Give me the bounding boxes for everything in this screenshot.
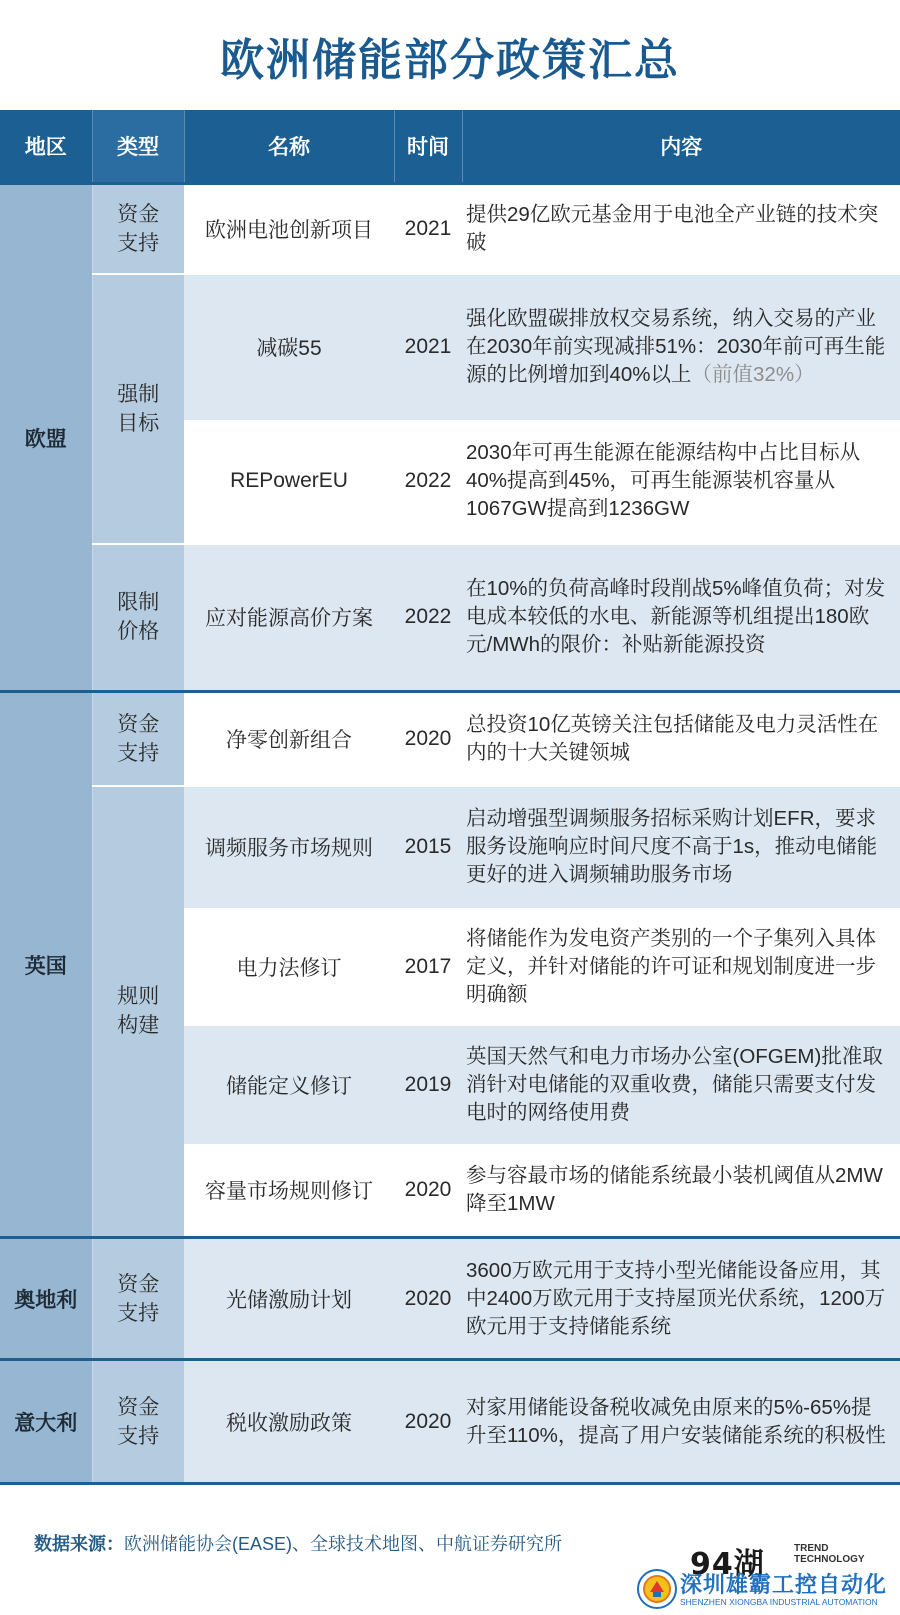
policy-name: 电力法修订: [184, 908, 394, 1026]
region-cell-austria: 奥地利: [0, 1238, 92, 1360]
page-title: 欧洲储能部分政策汇总: [220, 36, 680, 85]
content-text: 3600万欧元用于支持小型光储能设备应用，其中2400万欧元用于支持屋顶光伏系统，1200万欧元用于支持储能系统: [466, 1258, 886, 1338]
table-row: [0, 274, 900, 420]
content-text: 英国天然气和电力市场办公室(OFGEM)批准取消针对电储能的双重收费，储能只需要支付发电时的网络使用费: [466, 1044, 883, 1124]
policy-table: [0, 110, 900, 1485]
policy-content: [462, 184, 900, 274]
type-label: 资金支持: [117, 202, 160, 255]
policy-name: 减碳55: [184, 274, 394, 420]
policy-content: [462, 692, 900, 786]
policy-name: 调频服务市场规则: [184, 786, 394, 908]
type-cell: [92, 1238, 184, 1360]
type-label: 资金支持: [117, 712, 160, 765]
content-text: 启动增强型调频服务招标采购计划EFR，要求服务设施响应时间尺度不高于1s，推动电储能更好的进入调频辅助服务市场: [466, 807, 878, 886]
policy-year: 2020: [394, 1238, 462, 1360]
header-time[interactable]: 时间: [394, 110, 462, 184]
policy-year: 2021: [394, 274, 462, 420]
header-region[interactable]: 地区: [0, 110, 92, 184]
type-cell: [92, 692, 184, 786]
watermark-text: 深圳雄霸工控自动化: [680, 1572, 888, 1597]
table-row: [0, 184, 900, 274]
policy-year: 2022: [394, 420, 462, 544]
content-text: 总投资10亿英镑关注包括储能及电力灵活性在内的十大关键领城: [466, 712, 879, 764]
header-name[interactable]: 名称: [184, 110, 394, 184]
type-label: 资金支持: [117, 1272, 160, 1325]
type-label: 资金支持: [117, 1395, 160, 1448]
region-cell-italy: 意大利: [0, 1360, 92, 1484]
type-cell: [92, 184, 184, 274]
policy-name: 储能定义修订: [184, 1026, 394, 1144]
type-cell: [92, 544, 184, 692]
policy-year: 2021: [394, 184, 462, 274]
policy-content: [462, 908, 900, 1026]
content-text: 在10%的负荷高峰时段削战5%峰值负荷；对发电成本较低的水电、新能源等机组提出180欧元/MWh的限价：补贴新能源投资: [466, 577, 886, 657]
policy-content: [462, 544, 900, 692]
emblem-icon: [636, 1568, 678, 1610]
policy-year: 2015: [394, 786, 462, 908]
source-text: 欧洲储能协会(EASE)、全球技术地图、中航证券研究所: [124, 1534, 563, 1554]
type-cell: [92, 786, 184, 1238]
table-header-row: [0, 110, 900, 184]
type-label: 规则构建: [117, 985, 160, 1038]
policy-name: 光储激励计划: [184, 1238, 394, 1360]
policy-year: 2020: [394, 1144, 462, 1238]
content-note: （前值32%）: [691, 363, 815, 386]
type-cell: [92, 274, 184, 544]
table-row: [0, 1238, 900, 1360]
logo-caption-line-2: TECHNOLOGY: [794, 1554, 865, 1565]
policy-year: 2020: [394, 1360, 462, 1484]
policy-name: 容量市场规则修订: [184, 1144, 394, 1238]
logo-caption: [794, 1543, 865, 1565]
data-source: [34, 1530, 562, 1556]
table-row: [0, 692, 900, 786]
policy-content: [462, 786, 900, 908]
content-text: 2030年可再生能源在能源结构中占比目标从40%提高到45%，可再生能源装机容量从1067GW提高到1236GW: [466, 441, 861, 520]
type-label: 限制价格: [117, 591, 160, 644]
region-cell-eu: 欧盟: [0, 184, 92, 692]
policy-content: [462, 274, 900, 420]
policy-content: [462, 1238, 900, 1360]
content-text: 参与容最市场的储能系统最小装机阈值从2MW降至1MW: [466, 1163, 883, 1215]
table-row: [0, 544, 900, 692]
policy-name: 税收激励政策: [184, 1360, 394, 1484]
type-cell: [92, 1360, 184, 1484]
region-cell-uk: 英国: [0, 692, 92, 1238]
policy-name: 应对能源高价方案: [184, 544, 394, 692]
content-text: 提供29亿欧元基金用于电池全产业链的技术突破: [466, 202, 879, 254]
policy-content: [462, 1026, 900, 1144]
table-row: [0, 1360, 900, 1484]
policy-name: 净零创新组合: [184, 692, 394, 786]
table-row: [0, 786, 900, 908]
policy-content: [462, 420, 900, 544]
policy-year: 2017: [394, 908, 462, 1026]
content-text: 对家用储能设备税收减免由原来的5%-65%提升至110%，提高了用户安装储能系统的积极性: [466, 1395, 886, 1447]
content-text: 将储能作为发电资产类别的一个子集列入具体定义，并针对储能的许可证和规划制度进一步明确额: [466, 926, 876, 1006]
policy-year: 2022: [394, 544, 462, 692]
policy-year: 2020: [394, 692, 462, 786]
type-label: 强制目标: [117, 382, 160, 435]
content-text: 强化欧盟碳排放权交易系统，纳入交易的产业在2030年前实现减排51%：2030年前可再生能源的比例增加到40%以上: [466, 307, 886, 386]
header-type[interactable]: 类型: [92, 110, 184, 184]
policy-name: REPowerEU: [184, 420, 394, 544]
logo-mark: 94湖: [690, 1547, 765, 1582]
policy-year: 2019: [394, 1026, 462, 1144]
watermark-subtext: SHENZHEN XIONGBA INDUSTRIAL AUTOMATION: [680, 1597, 878, 1607]
source-label: 数据来源：: [34, 1534, 124, 1554]
watermark: [636, 1566, 896, 1612]
policy-content: [462, 1360, 900, 1484]
policy-name: 欧洲电池创新项目: [184, 184, 394, 274]
policy-content: [462, 1144, 900, 1238]
header-content[interactable]: 内容: [462, 110, 900, 184]
logo-caption-line-1: TREND: [794, 1543, 829, 1554]
